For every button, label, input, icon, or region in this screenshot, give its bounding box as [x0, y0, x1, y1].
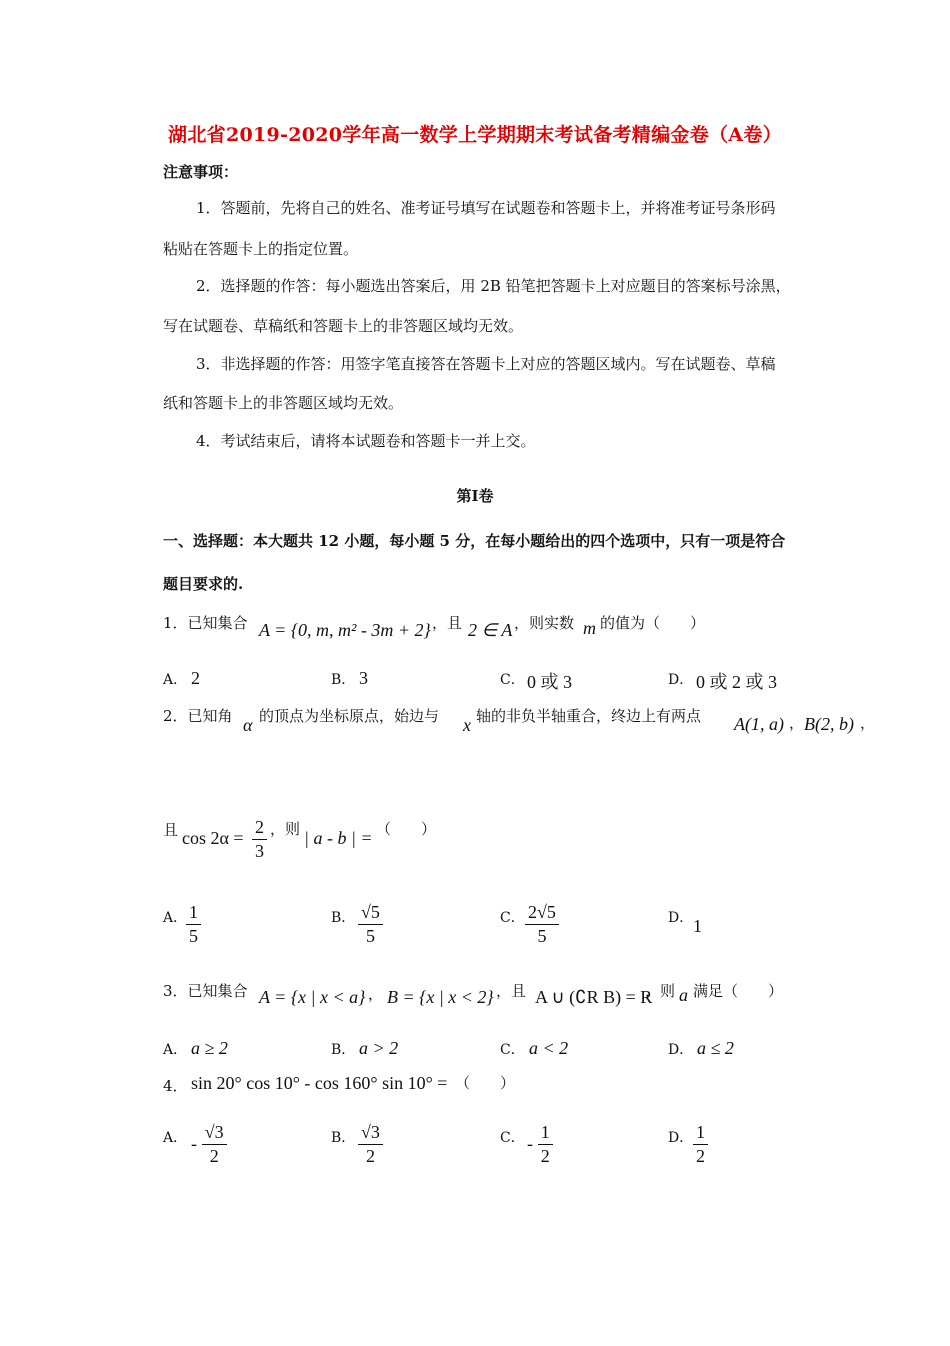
q2-option-b-label[interactable]: B．: [331, 910, 356, 926]
q4-option-d-denominator: 2: [696, 1145, 705, 1166]
q1-variable: m: [583, 618, 596, 638]
q1-suffix: 的值为（ ）: [600, 614, 706, 632]
q2-suffix: （ ）: [376, 820, 437, 838]
q2-fraction-numerator: 2: [252, 816, 267, 840]
q2-option-b-denominator: 5: [365, 925, 375, 946]
note-2-line-2: 写在试题卷、草稿纸和答题卡上的非答题区域均无效。: [163, 317, 524, 335]
q4-option-c-label[interactable]: C．: [500, 1130, 525, 1146]
note-2-line-1: 2．选择题的作答：每小题选出答案后，用 2B 铅笔把答题卡上对应题目的答案标号涂黑，: [196, 277, 791, 295]
q2-option-a-numerator: 1: [186, 901, 201, 925]
q2-option-c-numerator: 2√5: [525, 901, 559, 925]
q3-set-a: A = {x | x < a}: [259, 987, 366, 1007]
q4-option-a-value[interactable]: [191, 1121, 227, 1167]
q2-option-c-value[interactable]: [525, 901, 559, 947]
q2-line-2-prefix: 且: [163, 821, 179, 839]
q2-alpha: α: [243, 715, 253, 735]
q2-mid-1: 的顶点为坐标原点，始边与: [259, 707, 440, 725]
q1-prefix: 1．已知集合: [163, 614, 248, 632]
q3-mid: ，且: [496, 982, 527, 1000]
q2-expression: | a - b | =: [304, 828, 373, 848]
q1-option-d-value[interactable]: 0 或 2 或 3: [696, 672, 777, 692]
q2-comma-1: ，: [789, 714, 805, 732]
q4-option-b-label[interactable]: B．: [331, 1130, 356, 1146]
q3-option-c-label[interactable]: C．: [500, 1042, 525, 1058]
note-1-line-1: 1．答题前，先将自己的姓名、准考证号填写在试题卷和答题卡上，并将准考证号条形码: [196, 199, 776, 217]
q1-option-c-value[interactable]: 0 或 3: [527, 672, 572, 692]
q1-option-b-value[interactable]: 3: [359, 668, 368, 688]
q4-expression: sin 20° cos 10° - cos 160° sin 10° =: [191, 1073, 448, 1093]
q4-suffix: （ ）: [455, 1074, 516, 1092]
section-heading-line-1: 一、选择题：本大题共 12 小题，每小题 5 分，在每小题给出的四个选项中，只有一项是符合: [163, 532, 786, 550]
q3-option-a-label[interactable]: A．: [163, 1042, 188, 1058]
q4-option-b-numerator: √3: [358, 1121, 383, 1145]
section-heading-line-2: 题目要求的.: [163, 575, 244, 593]
q1-option-b-label[interactable]: B．: [331, 672, 356, 688]
q3-variable: a: [679, 985, 688, 1005]
q2-point-b: B(2, b): [804, 714, 854, 734]
q2-cos-text: cos 2α =: [182, 828, 244, 848]
q2-prefix: 2．已知角: [163, 707, 233, 725]
note-3-line-1: 3．非选择题的作答：用签字笔直接答在答题卡上对应的答题区域内。写在试题卷、草稿: [196, 355, 776, 373]
q3-prefix: 3．已知集合: [163, 982, 248, 1000]
q4-option-a-numerator: √3: [202, 1121, 227, 1145]
q3-option-d-value[interactable]: a ≤ 2: [697, 1038, 734, 1058]
q1-condition: 2 ∈ A: [468, 620, 513, 640]
q4-option-d-numerator: 1: [693, 1121, 708, 1145]
q3-set-b: B = {x | x < 2}: [387, 987, 494, 1007]
q3-option-d-label[interactable]: D．: [668, 1042, 694, 1058]
q1-set: A = {0, m, m² - 3m + 2}: [259, 620, 431, 640]
q3-mid-2: ，则: [645, 982, 676, 1000]
note-4: 4．考试结束后，请将本试题卷和答题卡一并上交。: [196, 432, 536, 450]
q2-x: x: [463, 715, 471, 735]
q2-option-d-label[interactable]: D．: [668, 910, 694, 926]
q2-option-a-denominator: 5: [189, 925, 198, 946]
note-3-line-2: 纸和答题卡上的非答题区域均无效。: [163, 394, 404, 412]
q4-option-d-value[interactable]: [693, 1121, 708, 1167]
q4-option-c-denominator: 2: [540, 1145, 550, 1166]
q4-option-a-sign: -: [191, 1133, 197, 1154]
q4-option-c-numerator: 1: [538, 1121, 553, 1145]
q2-option-a-label[interactable]: A．: [163, 910, 188, 926]
q1-mid-2: ，则实数: [514, 614, 575, 632]
q4-option-b-denominator: 2: [365, 1145, 375, 1166]
q3-option-b-value[interactable]: a > 2: [359, 1038, 399, 1058]
q4-option-d-label[interactable]: D．: [668, 1130, 694, 1146]
q2-comma-2: ，: [860, 714, 876, 732]
exam-title: 湖北省2019-2020学年高一数学上学期期末考试备考精编金卷（A卷）: [168, 124, 782, 146]
q3-suffix: 满足（ ）: [693, 982, 784, 1000]
q2-cos: [182, 828, 244, 849]
q2-mid-3: ，则: [270, 820, 301, 838]
q2-option-b-numerator: √5: [358, 901, 383, 925]
q1-option-a-value[interactable]: 2: [191, 668, 200, 688]
part-title: 第Ⅰ卷: [456, 487, 494, 505]
q4-option-b-value[interactable]: [358, 1121, 383, 1167]
q3-option-c-value[interactable]: a < 2: [529, 1038, 569, 1058]
q2-option-b-value[interactable]: [358, 901, 383, 947]
q2-fraction-denominator: 3: [255, 840, 264, 861]
q3-option-a-value[interactable]: a ≥ 2: [191, 1038, 228, 1058]
q3-option-b-label[interactable]: B．: [331, 1042, 356, 1058]
q4-option-a-denominator: 2: [209, 1145, 219, 1166]
q4-option-c-value[interactable]: [527, 1121, 553, 1167]
q1-mid-1: ，且: [432, 614, 463, 632]
q2-option-c-denominator: 5: [537, 925, 547, 946]
q2-option-c-label[interactable]: C．: [500, 910, 525, 926]
q4-option-c-sign: -: [527, 1133, 533, 1154]
q3-comma: ，: [368, 985, 384, 1003]
q2-option-d-value[interactable]: 1: [693, 916, 702, 936]
q4-prefix: 4．: [163, 1077, 188, 1095]
q2-fraction: [252, 816, 267, 862]
q2-point-a: A(1, a): [734, 714, 784, 734]
note-1-line-2: 粘贴在答题卡上的指定位置。: [163, 240, 359, 258]
q3-condition: A ∪ (∁R B) = R: [535, 987, 653, 1007]
q1-option-a-label[interactable]: A．: [163, 672, 188, 688]
q1-option-c-label[interactable]: C．: [500, 672, 525, 688]
q1-option-d-label[interactable]: D．: [668, 672, 694, 688]
q2-mid-2: 轴的非负半轴重合，终边上有两点: [476, 707, 702, 725]
q4-option-a-label[interactable]: A．: [163, 1130, 188, 1146]
notes-heading: 注意事项：: [163, 163, 239, 181]
q2-option-a-value[interactable]: [186, 901, 201, 947]
